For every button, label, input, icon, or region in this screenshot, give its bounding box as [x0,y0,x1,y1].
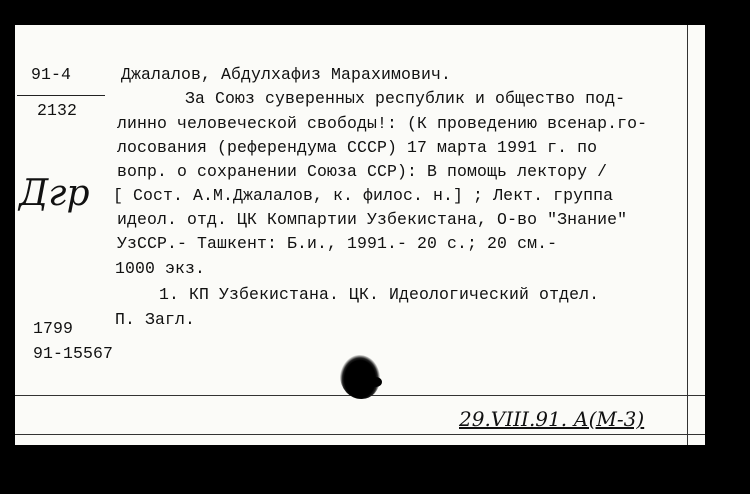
subject-heading: 1. КП Узбекистана. ЦК. Идеологический отдел. [159,285,600,304]
call-number-top: 91-4 [31,65,72,84]
title-entry: П. Загл. [115,310,196,329]
description-line-8: 1000 экз. [115,259,206,278]
description-line-3: лосования (референдума СССР) 17 марта 1991 г. по [117,138,598,157]
description-line-1: За Союз суверенных республик и общество под- [185,89,626,108]
description-line-6: идеол. отд. ЦК Компартии Узбекистана, О-во "Знание" [117,210,628,229]
right-edge-line [687,25,688,445]
catalog-card [15,25,705,445]
handwritten-left-mark: Дгр [19,173,90,214]
call-number-bottom: 2132 [37,101,78,120]
call-number-divider [17,95,105,96]
description-line-4: вопр. о сохранении Союза ССР): В помощь лектору / [117,162,608,181]
description-line-5: [ Сост. А.М.Джалалов, к. филос. н.] ; Лект. группа [113,186,614,205]
ink-blot-spot [370,377,382,387]
number-1799: 1799 [33,319,74,338]
description-line-2: линно человеческой свободы!: (К проведению всенар.го- [117,114,648,133]
author-heading: Джалалов, Абдулхафиз Марахимович. [121,65,452,84]
handwritten-date: 29.VIII.91. А(М-3) [459,407,645,431]
description-line-7: УзССР.- Ташкент: Б.и., 1991.- 20 с.; 20 см.- [117,234,558,253]
accession-number: 91-15567 [33,344,114,363]
bottom-rule-2 [15,434,705,435]
